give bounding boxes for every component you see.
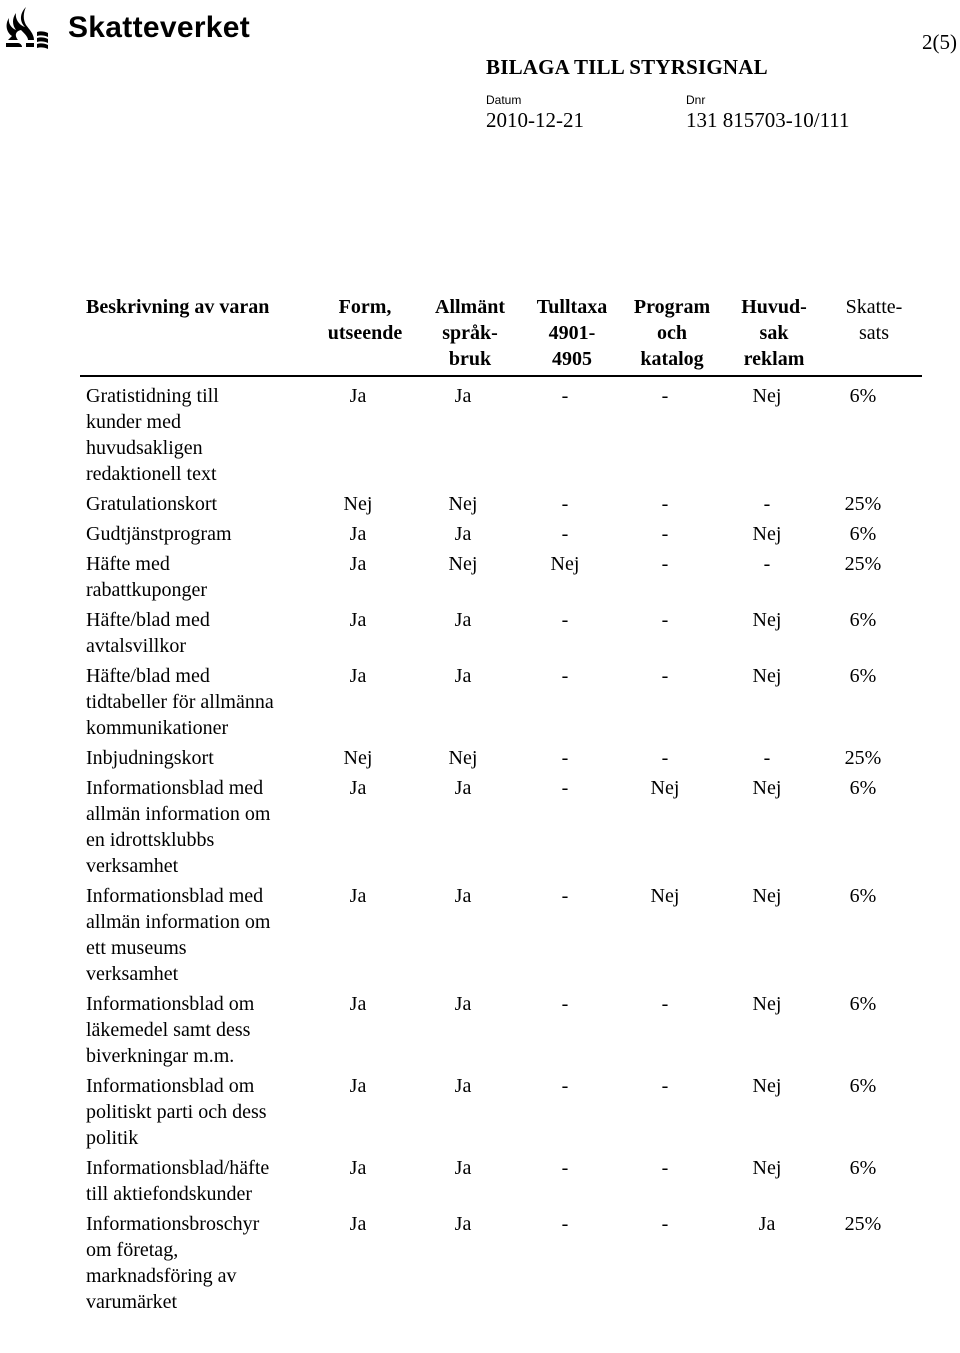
cell-usage: Nej	[448, 493, 478, 515]
cell-advert: -	[763, 493, 771, 515]
header-description: Beskrivning av varan	[80, 291, 312, 376]
cell-usage: Nej	[448, 553, 478, 575]
cell-customs: -	[561, 385, 569, 407]
row-description-line: verksamhet	[86, 855, 179, 877]
row-description-line: redaktionell text	[86, 463, 217, 485]
row-description-line: politiskt parti och dess	[86, 1101, 267, 1123]
row-description-line: marknadsföring av	[86, 1265, 237, 1287]
header-advert-line: Huvud-	[741, 296, 807, 318]
row-description-line: politik	[86, 1127, 139, 1149]
cell-program: -	[661, 1075, 669, 1097]
cell-advert: Nej	[752, 385, 782, 407]
row-description-line: allmän information om	[86, 803, 271, 825]
cell-advert: Ja	[758, 1213, 776, 1235]
row-description-line: rabattkuponger	[86, 579, 208, 601]
table-row	[80, 491, 922, 521]
cell-usage: Nej	[448, 747, 478, 769]
row-description-line: Informationsblad om	[86, 993, 255, 1015]
cell-customs: -	[561, 1213, 569, 1235]
row-description-line: ett museums	[86, 937, 187, 959]
table-row	[80, 607, 922, 663]
row-description-line: Informationsblad med	[86, 885, 264, 907]
table-row	[80, 745, 922, 775]
table-row	[80, 1155, 922, 1211]
row-description	[80, 521, 312, 551]
cell-usage: Ja	[454, 523, 472, 545]
cell-form: Ja	[349, 553, 367, 575]
cell-program: -	[661, 553, 669, 575]
cell-tax: 6%	[849, 777, 877, 799]
cell-usage: Ja	[454, 385, 472, 407]
cell-tax: 6%	[849, 523, 877, 545]
header-tax-line: Skatte-	[845, 296, 903, 318]
cell-usage: Ja	[454, 993, 472, 1015]
row-description	[80, 1211, 312, 1319]
date-value: 2010-12-21	[486, 108, 584, 132]
row-description	[80, 745, 312, 775]
cell-customs: Nej	[550, 553, 580, 575]
table-row	[80, 521, 922, 551]
cell-advert: Nej	[752, 993, 782, 1015]
cell-form: Ja	[349, 665, 367, 687]
cell-program: -	[661, 993, 669, 1015]
row-description-line: Informationsbroschyr	[86, 1213, 260, 1235]
cell-customs: -	[561, 777, 569, 799]
cell-customs: -	[561, 609, 569, 631]
cell-tax: 6%	[849, 1075, 877, 1097]
cell-tax: 25%	[844, 747, 882, 769]
cell-form: Nej	[343, 493, 373, 515]
row-description-line: Gratulationskort	[86, 493, 218, 515]
header-form-line: utseende	[327, 322, 403, 344]
table-row	[80, 1211, 922, 1319]
cell-tax: 6%	[849, 1157, 877, 1179]
cell-advert: Nej	[752, 523, 782, 545]
table-row	[80, 775, 922, 883]
cell-advert: Nej	[752, 777, 782, 799]
row-description-line: Informationsblad med	[86, 777, 264, 799]
logo-text: Skatteverket	[68, 11, 251, 44]
cell-advert: Nej	[752, 885, 782, 907]
header-customs-line: 4901-	[548, 322, 596, 344]
cell-program: -	[661, 747, 669, 769]
cell-form: Ja	[349, 777, 367, 799]
row-description-line: tidtabeller för allmänna	[86, 691, 274, 713]
row-description-line: om företag,	[86, 1239, 179, 1261]
table-row	[80, 1073, 922, 1155]
row-description-line: läkemedel samt dess	[86, 1019, 251, 1041]
row-description-line: Informationsblad om	[86, 1075, 255, 1097]
cell-program: -	[661, 493, 669, 515]
row-description-line: till aktiefondskunder	[86, 1183, 253, 1205]
cell-customs: -	[561, 885, 569, 907]
cell-advert: -	[763, 553, 771, 575]
header-customs-line: Tulltaxa	[536, 296, 608, 318]
cell-program: -	[661, 609, 669, 631]
row-description-line: Häfte/blad med	[86, 609, 210, 631]
row-description-line: allmän information om	[86, 911, 271, 933]
header-program-line: katalog	[640, 348, 704, 370]
header-advert-line: reklam	[743, 348, 805, 370]
header-customs	[522, 291, 622, 376]
cell-tax: 25%	[844, 493, 882, 515]
header-form	[312, 291, 418, 376]
table-row	[80, 663, 922, 745]
cell-form: Ja	[349, 885, 367, 907]
row-description	[80, 376, 312, 491]
cell-form: Ja	[349, 523, 367, 545]
cell-advert: Nej	[752, 665, 782, 687]
header-program-line: och	[657, 322, 687, 344]
row-description-line: verksamhet	[86, 963, 179, 985]
table-body	[80, 376, 922, 1319]
cell-form: Ja	[349, 1213, 367, 1235]
cell-program: -	[661, 385, 669, 407]
cell-tax: 6%	[849, 609, 877, 631]
cell-usage: Ja	[454, 777, 472, 799]
dnr-value: 131 815703-10/111	[686, 108, 850, 132]
cell-usage: Ja	[454, 885, 472, 907]
header-advert	[722, 291, 826, 376]
cell-usage: Ja	[454, 1213, 472, 1235]
row-description-line: Gudtjänstprogram	[86, 523, 232, 545]
row-description-line: biverkningar m.m.	[86, 1045, 235, 1067]
cell-program: -	[661, 1157, 669, 1179]
header-usage-line: Allmänt	[435, 296, 505, 318]
cell-form: Ja	[349, 609, 367, 631]
cell-customs: -	[561, 747, 569, 769]
cell-customs: -	[561, 493, 569, 515]
dnr-label: Dnr	[686, 93, 706, 107]
table-row	[80, 991, 922, 1073]
cell-usage: Ja	[454, 1075, 472, 1097]
row-description	[80, 1155, 312, 1211]
date-label: Datum	[486, 93, 522, 107]
cell-form: Ja	[349, 1157, 367, 1179]
cell-advert: -	[763, 747, 771, 769]
cell-program: -	[661, 665, 669, 687]
goods-table	[80, 291, 922, 1319]
cell-tax: 25%	[844, 553, 882, 575]
cell-advert: Nej	[752, 1157, 782, 1179]
cell-tax: 6%	[849, 993, 877, 1015]
cell-tax: 6%	[849, 885, 877, 907]
cell-tax: 6%	[849, 385, 877, 407]
header-program-line: Program	[633, 296, 711, 318]
table-row	[80, 376, 922, 491]
row-description-line: huvudsakligen	[86, 437, 203, 459]
cell-form: Nej	[343, 747, 373, 769]
cell-program: Nej	[650, 777, 680, 799]
row-description	[80, 883, 312, 991]
cell-customs: -	[561, 1157, 569, 1179]
page-number: 2(5)	[922, 30, 957, 54]
row-description-line: Häfte/blad med	[86, 665, 210, 687]
row-description-line: Inbjudningskort	[86, 747, 214, 769]
table-row	[80, 551, 922, 607]
cell-form: Ja	[349, 993, 367, 1015]
cell-usage: Ja	[454, 1157, 472, 1179]
cell-customs: -	[561, 665, 569, 687]
cell-customs: -	[561, 523, 569, 545]
row-description	[80, 551, 312, 607]
cell-advert: Nej	[752, 609, 782, 631]
row-description	[80, 491, 312, 521]
document-title: BILAGA TILL STYRSIGNAL	[486, 55, 768, 79]
row-description-line: avtalsvillkor	[86, 635, 186, 657]
row-description	[80, 607, 312, 663]
cell-tax: 6%	[849, 665, 877, 687]
row-description	[80, 775, 312, 883]
cell-usage: Ja	[454, 665, 472, 687]
cell-program: Nej	[650, 885, 680, 907]
cell-customs: -	[561, 1075, 569, 1097]
header-tax	[826, 291, 922, 376]
row-description	[80, 1073, 312, 1155]
header-program	[622, 291, 722, 376]
row-description	[80, 991, 312, 1073]
cell-customs: -	[561, 993, 569, 1015]
cell-usage: Ja	[454, 609, 472, 631]
header-form-line: Form,	[338, 296, 392, 318]
row-description-line: Informationsblad/häfte	[86, 1157, 270, 1179]
cell-form: Ja	[349, 385, 367, 407]
header-usage-line: språk-	[442, 322, 498, 344]
row-description-line: varumärket	[86, 1291, 178, 1313]
cell-advert: Nej	[752, 1075, 782, 1097]
table-row	[80, 883, 922, 991]
cell-program: -	[661, 523, 669, 545]
row-description	[80, 663, 312, 745]
table-header-row	[80, 291, 922, 376]
header-usage-line: bruk	[448, 348, 492, 370]
row-description-line: Gratistidning till	[86, 385, 219, 407]
row-description-line: kunder med	[86, 411, 181, 433]
crown-icon	[4, 5, 54, 51]
header-advert-line: sak	[759, 322, 789, 344]
cell-tax: 25%	[844, 1213, 882, 1235]
row-description-line: en idrottsklubbs	[86, 829, 215, 851]
header-customs-line: 4905	[552, 348, 592, 370]
row-description-line: kommunikationer	[86, 717, 229, 739]
header-tax-line: sats	[859, 322, 889, 344]
row-description-line: Häfte med	[86, 553, 170, 575]
skatteverket-logo	[4, 4, 250, 52]
cell-program: -	[661, 1213, 669, 1235]
header-usage	[418, 291, 522, 376]
cell-form: Ja	[349, 1075, 367, 1097]
